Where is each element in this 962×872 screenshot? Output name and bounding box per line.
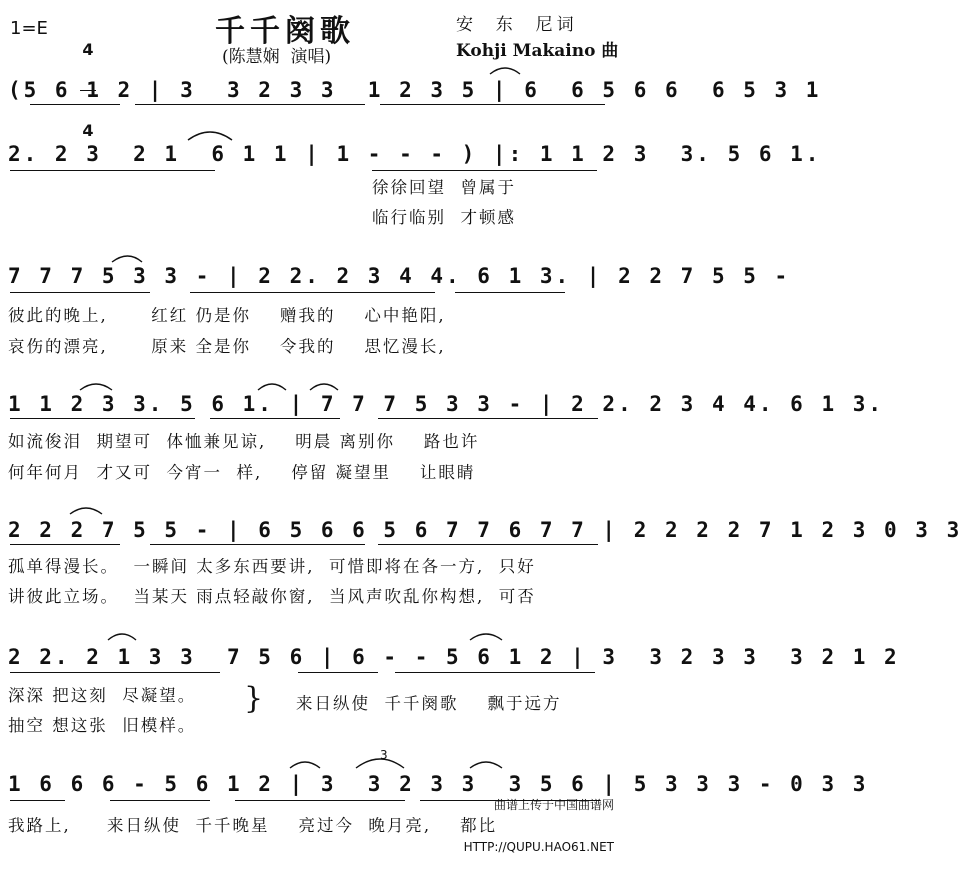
- beam-line: [135, 104, 365, 105]
- score-system-7-notes: 1 6 6 6 - 5 6 1 2 | 3 3 2 3 3 3 5 6 | 5 3 3 3 - 0 3 3: [8, 772, 869, 796]
- score-system-5-notes: 2 2 2 7 5 5 - | 6 5 6 6 5 6 7 7 6 7 7 | 2 2 2 2 7 1 2 3 0 3 3: [8, 518, 962, 542]
- beam-line: [378, 544, 598, 545]
- site-watermark-url: HTTP://QUPU.HAO61.NET: [463, 840, 614, 854]
- lyricist-credit: 安 东 尼词: [456, 15, 578, 35]
- beam-line: [378, 418, 598, 419]
- score-system-3-notes: 7 7 7 5 3 3 - | 2 2. 2 3 4 4. 6 1 3. | 2 2 7 5 5 -: [8, 264, 791, 288]
- beam-line: [455, 292, 565, 293]
- beam-line: [210, 418, 340, 419]
- score-system-2-notes: 2. 2 3 2 1 6 1 1 | 1 - - - ) |: 1 1 2 3 3. 5 6 1.: [8, 142, 822, 166]
- score-system-5-lyric-verse-1: 孤单得漫长。 一瞬间 太多东西要讲, 可惜即将在各一方, 只好: [8, 557, 536, 576]
- beam-line: [380, 104, 605, 105]
- key-signature: 1=E: [10, 18, 48, 39]
- site-watermark: [464, 770, 614, 868]
- score-system-2-lyric-verse-1: 徐徐回望 曾属于: [372, 178, 516, 197]
- beam-line: [10, 418, 195, 419]
- score-system-4-lyric-verse-2: 何年何月 才又可 今宵一 样, 停留 凝望里 让眼睛: [8, 463, 476, 482]
- beam-line: [372, 170, 597, 171]
- verse-brace: }: [244, 681, 266, 716]
- beam-line: [190, 292, 435, 293]
- time-signature-top: 4: [82, 40, 94, 59]
- song-title: 千千阕歌: [215, 14, 355, 49]
- score-system-6-lyric-verse-2: 抽空 想这张 旧模样。: [8, 716, 197, 735]
- triplet-marker: 3: [380, 748, 388, 762]
- singer-credit: (陈慧娴 演唱): [222, 47, 332, 67]
- score-system-3-lyric-verse-1: 彼此的晚上, 红红 仍是你 赠我的 心中艳阳,: [8, 306, 446, 325]
- beam-line: [298, 672, 378, 673]
- score-system-3-lyric-verse-2: 哀伤的漂亮, 原来 全是你 令我的 思忆漫长,: [8, 337, 446, 356]
- score-system-4-notes: 1 1 2 3 3. 5 6 1. | 7 7 7 5 3 3 - | 2 2. 2 3 4 4. 6 1 3.: [8, 392, 885, 416]
- score-system-6-notes: 2 2. 2 1 3 3 7 5 6 | 6 - - 5 6 1 2 | 3 3 2 3 3 3 2 1 2: [8, 645, 900, 669]
- score-system-4-lyric-verse-1: 如流俊泪 期望可 体恤兼见谅, 明晨 离别你 路也许: [8, 432, 480, 451]
- beam-line: [150, 544, 365, 545]
- beam-line: [10, 292, 150, 293]
- beam-line: [10, 544, 120, 545]
- score-system-6-refrain-lyric: 来日纵使 千千阕歌 飘于远方: [296, 694, 562, 713]
- beam-line: [10, 170, 215, 171]
- beam-line: [30, 104, 120, 105]
- score-system-2-lyric-verse-2: 临行临别 才顿感: [372, 208, 516, 227]
- beam-line: [10, 800, 65, 801]
- beam-line: [235, 800, 405, 801]
- time-signature-bottom: 4: [82, 121, 94, 140]
- beam-line: [395, 672, 595, 673]
- score-system-6-lyric-verse-1: 深深 把这刻 尽凝望。: [8, 686, 197, 705]
- score-system-7-lyric: 我路上, 来日纵使 千千晚星 亮过今 晚月亮, 都比: [8, 816, 498, 835]
- score-system-1-notes: (5 6 1 2 | 3 3 2 3 3 1 2 3 5 | 6 6 5 6 6 6 5 3 1: [8, 78, 822, 102]
- site-watermark-text: 曲谱上传于中国曲谱网: [493, 798, 614, 812]
- score-system-5-lyric-verse-2: 讲彼此立场。 当某天 雨点轻敲你窗, 当风声吹乱你构想, 可否: [8, 587, 536, 606]
- beam-line: [10, 672, 220, 673]
- beam-line: [110, 800, 210, 801]
- composer-credit: Kohji Makaino 曲: [456, 41, 619, 61]
